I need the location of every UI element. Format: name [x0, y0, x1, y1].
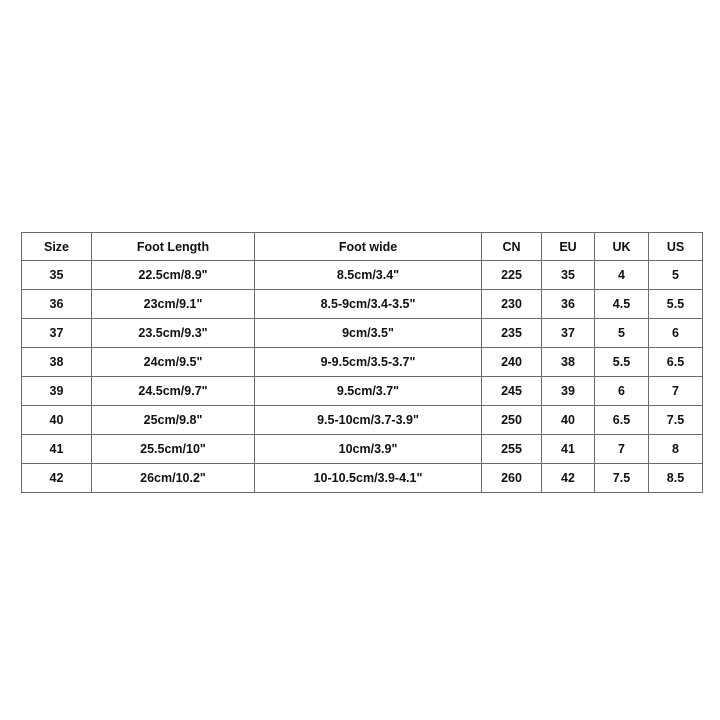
cell-foot-length: 25cm/9.8": [92, 406, 255, 435]
cell-cn: 255: [482, 435, 542, 464]
cell-eu: 37: [542, 319, 595, 348]
cell-cn: 230: [482, 290, 542, 319]
column-header-foot-length: Foot Length: [92, 233, 255, 261]
column-header-foot-wide: Foot wide: [255, 233, 482, 261]
cell-uk: 7: [595, 435, 649, 464]
cell-foot-wide: 9.5cm/3.7": [255, 377, 482, 406]
table-row: [22, 377, 703, 406]
cell-uk: 6: [595, 377, 649, 406]
cell-size: 37: [22, 319, 92, 348]
cell-eu: 39: [542, 377, 595, 406]
column-header-us: US: [649, 233, 703, 261]
cell-foot-wide: 9.5-10cm/3.7-3.9": [255, 406, 482, 435]
cell-us: 5: [649, 261, 703, 290]
cell-us: 6: [649, 319, 703, 348]
cell-size: 36: [22, 290, 92, 319]
cell-size: 35: [22, 261, 92, 290]
cell-us: 5.5: [649, 290, 703, 319]
cell-foot-length: 26cm/10.2": [92, 464, 255, 493]
table-row: [22, 348, 703, 377]
table-row: [22, 464, 703, 493]
cell-size: 40: [22, 406, 92, 435]
cell-cn: 225: [482, 261, 542, 290]
cell-cn: 250: [482, 406, 542, 435]
cell-foot-wide: 8.5-9cm/3.4-3.5": [255, 290, 482, 319]
cell-us: 6.5: [649, 348, 703, 377]
cell-us: 8.5: [649, 464, 703, 493]
cell-foot-length: 22.5cm/8.9": [92, 261, 255, 290]
cell-cn: 245: [482, 377, 542, 406]
table-row: [22, 406, 703, 435]
table-row: [22, 290, 703, 319]
cell-size: 38: [22, 348, 92, 377]
table-header-row: [22, 233, 703, 261]
column-header-cn: CN: [482, 233, 542, 261]
cell-eu: 41: [542, 435, 595, 464]
cell-us: 7.5: [649, 406, 703, 435]
table-row: [22, 261, 703, 290]
cell-size: 41: [22, 435, 92, 464]
cell-eu: 35: [542, 261, 595, 290]
cell-foot-length: 25.5cm/10": [92, 435, 255, 464]
cell-foot-length: 24cm/9.5": [92, 348, 255, 377]
cell-us: 8: [649, 435, 703, 464]
cell-cn: 235: [482, 319, 542, 348]
cell-uk: 5: [595, 319, 649, 348]
cell-foot-wide: 9cm/3.5": [255, 319, 482, 348]
cell-foot-length: 23cm/9.1": [92, 290, 255, 319]
cell-eu: 36: [542, 290, 595, 319]
cell-foot-wide: 10-10.5cm/3.9-4.1": [255, 464, 482, 493]
cell-us: 7: [649, 377, 703, 406]
table-row: [22, 435, 703, 464]
column-header-size: Size: [22, 233, 92, 261]
cell-foot-wide: 10cm/3.9": [255, 435, 482, 464]
cell-foot-length: 24.5cm/9.7": [92, 377, 255, 406]
cell-size: 39: [22, 377, 92, 406]
cell-foot-length: 23.5cm/9.3": [92, 319, 255, 348]
cell-eu: 42: [542, 464, 595, 493]
cell-size: 42: [22, 464, 92, 493]
cell-uk: 4.5: [595, 290, 649, 319]
cell-foot-wide: 8.5cm/3.4": [255, 261, 482, 290]
cell-cn: 240: [482, 348, 542, 377]
table-row: [22, 319, 703, 348]
cell-eu: 40: [542, 406, 595, 435]
column-header-uk: UK: [595, 233, 649, 261]
cell-uk: 6.5: [595, 406, 649, 435]
size-chart-table: [21, 232, 703, 493]
cell-uk: 7.5: [595, 464, 649, 493]
cell-uk: 4: [595, 261, 649, 290]
column-header-eu: EU: [542, 233, 595, 261]
cell-foot-wide: 9-9.5cm/3.5-3.7": [255, 348, 482, 377]
cell-uk: 5.5: [595, 348, 649, 377]
cell-eu: 38: [542, 348, 595, 377]
cell-cn: 260: [482, 464, 542, 493]
